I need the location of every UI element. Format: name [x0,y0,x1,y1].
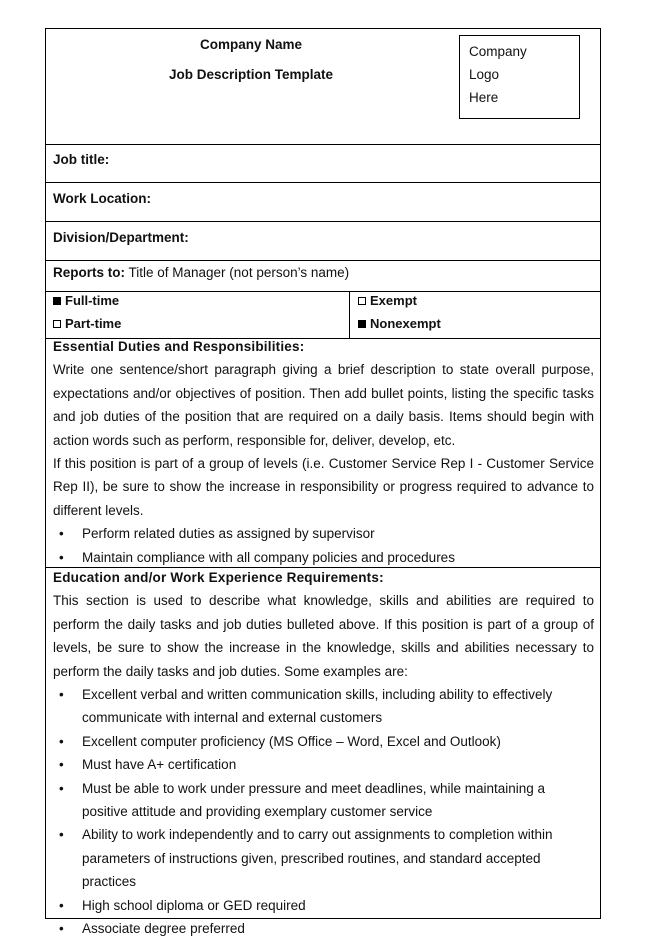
divider [46,144,600,145]
company-name: Company Name [199,37,303,52]
education-paragraph: This section is used to describe what knowledge, skills and abilities are required to perform the daily tasks and job duties bulleted above. If this position is part of a group of levels, be sure to show the increase in the knowledge, skills and abilities necessary to perform the daily tasks and job duties. Some examples are: [53,593,594,679]
duties-paragraph: Write one sentence/short paragraph giving a brief description to state overall purpose, expectations and/or objectives of position. Then add bullet points, listing the specific tasks and job duties of the position that are required on a daily basis. Items should begin with action words such as perform, responsible for, deliver, develop, etc. [53,362,594,448]
divider [46,221,600,222]
duties-section [53,335,594,569]
unchecked-box-icon [358,297,366,305]
list-item: • Associate degree preferred [53,917,594,940]
list-item: • High school diploma or GED required [53,894,594,917]
unchecked-box-icon [53,320,61,328]
education-list [53,683,594,940]
reports-to-label: Reports to: [53,265,125,280]
division-label: Division/Department: [53,230,189,245]
full-time-option [53,293,119,309]
duties-heading: Essential Duties and Responsibilities: [53,339,305,354]
education-section [53,566,594,941]
reports-to-value: Title of Manager (not person’s name) [125,265,350,280]
list-item: • Maintain compliance with all company policies and procedures [53,546,594,569]
logo-line: Here [469,90,499,105]
divider [46,291,600,292]
logo-line: Company [469,44,527,59]
nonexempt-label: Nonexempt [370,316,441,331]
checked-box-icon [53,297,61,305]
full-time-label: Full-time [65,293,120,308]
duties-paragraph: If this position is part of a group of levels (i.e. Customer Service Rep I - Customer Service Rep II), be sure to show the increase in responsibility or progress required to advance to different levels. [53,456,594,518]
education-heading: Education and/or Work Experience Requirements: [53,570,384,585]
duties-list [53,522,594,569]
list-item: • Perform related duties as assigned by supervisor [53,522,594,545]
divider [46,260,600,261]
template-title: Job Description Template [168,67,334,82]
job-description-form [45,28,601,937]
list-item: • Must be able to work under pressure and meet deadlines, while maintaining a positive attitude and providing exemplary customer service [53,777,594,824]
exempt-label: Exempt [370,293,417,308]
reports-to-field [53,265,349,281]
exempt-option [358,293,417,309]
divider [46,182,600,183]
nonexempt-option [358,316,441,332]
list-item: • Excellent verbal and written communication skills, including ability to effectively communicate with internal and external customers [53,683,594,730]
logo-line: Logo [469,67,500,82]
list-item: • Ability to work independently and to carry out assignments to completion within parameters of instructions given, prescribed routines, and standard accepted practices [53,823,594,893]
company-logo-placeholder [459,35,580,119]
checked-box-icon [358,320,366,328]
work-location-label: Work Location: [53,191,152,206]
part-time-label: Part-time [65,316,122,331]
job-title-label: Job title: [53,152,110,167]
column-divider [349,291,350,338]
list-item: • Excellent computer proficiency (MS Office – Word, Excel and Outlook) [53,730,594,753]
part-time-option [53,316,121,332]
list-item: • Must have A+ certification [53,753,594,776]
